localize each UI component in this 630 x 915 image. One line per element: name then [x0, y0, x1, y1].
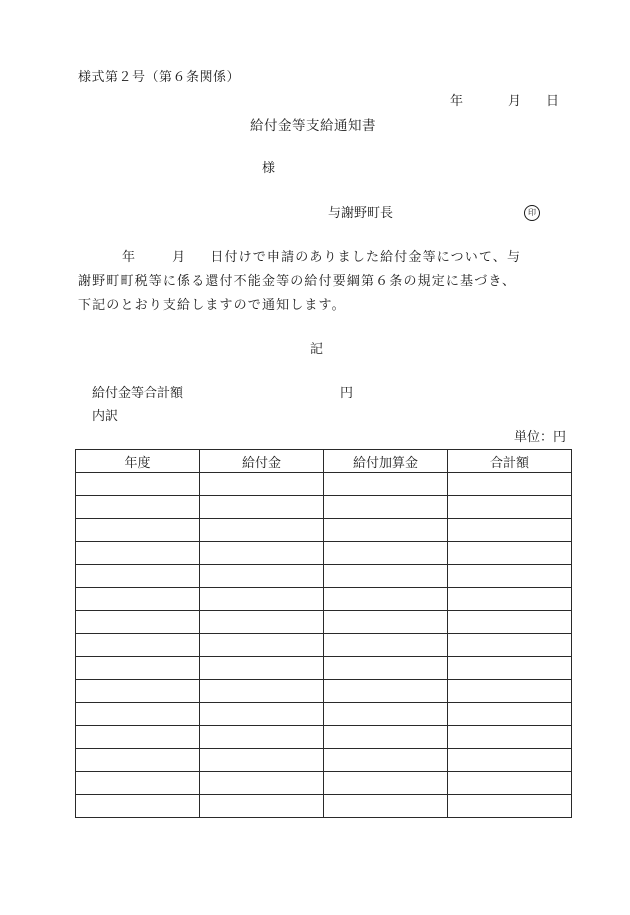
- table-cell: [200, 634, 324, 657]
- table-cell: [448, 680, 572, 703]
- table-cell: [76, 473, 200, 496]
- table-cell: [448, 611, 572, 634]
- table-cell: [448, 565, 572, 588]
- table-row: [76, 542, 572, 565]
- total-amount-label: 給付金等合計額: [92, 386, 184, 401]
- header-total: 合計額: [448, 450, 572, 473]
- table-cell: [76, 496, 200, 519]
- table-cell: [76, 519, 200, 542]
- table-cell: [448, 795, 572, 818]
- table-cell: [76, 588, 200, 611]
- addressee-suffix: 様: [262, 161, 276, 176]
- issuer-name: 与謝野町長: [328, 206, 394, 221]
- table-row: [76, 726, 572, 749]
- table-cell: [448, 542, 572, 565]
- table-cell: [76, 795, 200, 818]
- date-year: 年: [450, 94, 464, 109]
- table-row: [76, 519, 572, 542]
- table-header-row: [76, 450, 572, 473]
- date-line: [450, 94, 559, 110]
- table-cell: [448, 473, 572, 496]
- body-month: 月: [172, 250, 187, 265]
- table-row: [76, 588, 572, 611]
- header-benefit: 給付金: [200, 450, 324, 473]
- table-cell: [448, 703, 572, 726]
- table-cell: [200, 680, 324, 703]
- table-cell: [324, 772, 448, 795]
- table-cell: [200, 703, 324, 726]
- body-line-2: 謝野町町税等に係る還付不能金等の給付要綱第６条の規定に基づき、: [78, 274, 517, 289]
- table-cell: [324, 726, 448, 749]
- total-amount-unit: 円: [340, 386, 354, 401]
- table-cell: [324, 588, 448, 611]
- table-cell: [324, 519, 448, 542]
- table-body: [76, 473, 572, 818]
- table-cell: [448, 657, 572, 680]
- table-cell: [324, 680, 448, 703]
- breakdown-table: [75, 449, 572, 818]
- table-cell: [324, 749, 448, 772]
- table-cell: [448, 726, 572, 749]
- table-cell: [448, 519, 572, 542]
- table-cell: [76, 749, 200, 772]
- table-cell: [76, 772, 200, 795]
- table-cell: [324, 611, 448, 634]
- table-row: [76, 565, 572, 588]
- table-cell: [76, 542, 200, 565]
- table-cell: [200, 749, 324, 772]
- table-cell: [324, 565, 448, 588]
- table-cell: [200, 772, 324, 795]
- table-cell: [324, 496, 448, 519]
- table-row: [76, 749, 572, 772]
- header-fiscal-year: 年度: [76, 450, 200, 473]
- table-cell: [76, 611, 200, 634]
- table-row: [76, 496, 572, 519]
- document-title: 給付金等支給通知書: [250, 118, 376, 134]
- body-line-3: 下記のとおり支給しますので通知します。: [78, 298, 346, 313]
- table-cell: [448, 749, 572, 772]
- table-cell: [200, 496, 324, 519]
- table-cell: [200, 565, 324, 588]
- table-cell: [448, 496, 572, 519]
- table-cell: [200, 726, 324, 749]
- table-cell: [200, 588, 324, 611]
- table-cell: [76, 703, 200, 726]
- table-row: [76, 473, 572, 496]
- table-cell: [324, 795, 448, 818]
- table-cell: [76, 657, 200, 680]
- table-row: [76, 703, 572, 726]
- table-cell: [76, 726, 200, 749]
- table-cell: [324, 473, 448, 496]
- table-row: [76, 634, 572, 657]
- body-year: 年: [122, 250, 137, 265]
- table-cell: [324, 657, 448, 680]
- table-cell: [200, 542, 324, 565]
- table-cell: [76, 680, 200, 703]
- header-additional-benefit: 給付加算金: [324, 450, 448, 473]
- table-cell: [324, 703, 448, 726]
- table-cell: [448, 772, 572, 795]
- table-cell: [200, 611, 324, 634]
- table-row: [76, 772, 572, 795]
- table-cell: [448, 634, 572, 657]
- table-cell: [200, 519, 324, 542]
- table-cell: [200, 473, 324, 496]
- table-cell: [324, 634, 448, 657]
- date-day: 日: [546, 94, 560, 109]
- body-line-1: [78, 250, 558, 266]
- unit-note: 単位：円: [514, 430, 567, 445]
- table-row: [76, 680, 572, 703]
- breakdown-label: 内訳: [92, 409, 119, 424]
- table-row: [76, 795, 572, 818]
- ki-heading: 記: [310, 342, 324, 357]
- body-line-1-text: 日付けで申請のありました給付金等について、与: [210, 250, 522, 265]
- form-label: 様式第２号（第６条関係）: [78, 70, 241, 85]
- table-cell: [76, 634, 200, 657]
- date-month: 月: [508, 94, 522, 109]
- table-cell: [200, 795, 324, 818]
- table-cell: [200, 657, 324, 680]
- table-cell: [324, 542, 448, 565]
- table-cell: [448, 588, 572, 611]
- seal-mark: 印: [524, 205, 540, 221]
- table-row: [76, 611, 572, 634]
- table-row: [76, 657, 572, 680]
- table-cell: [76, 565, 200, 588]
